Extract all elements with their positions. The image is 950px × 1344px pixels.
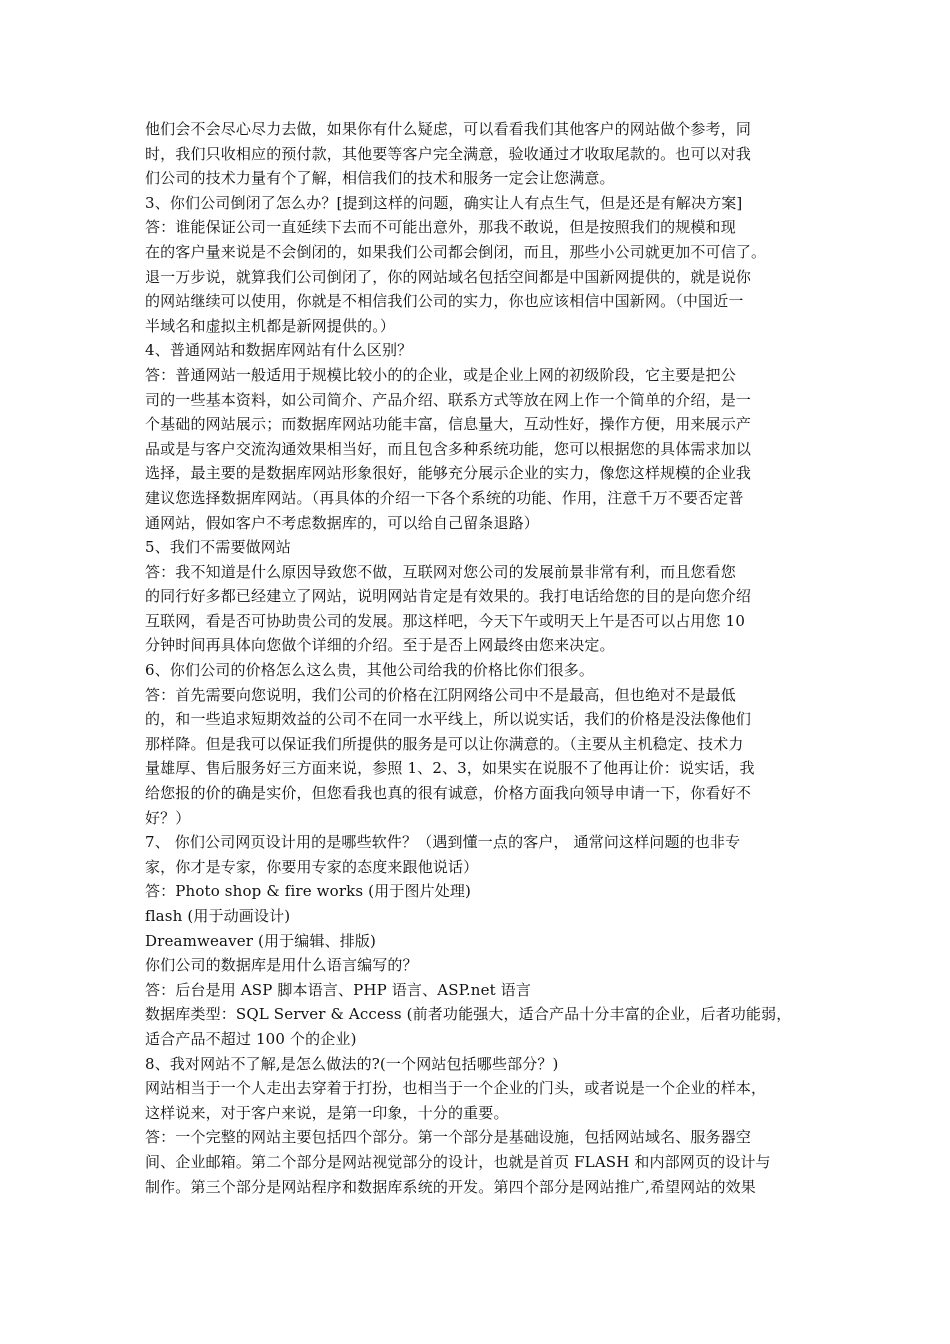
question-7-heading: 7、 你们公司网页设计用的是哪些软件？（遇到懂一点的客户， 通常问这样问题的也非专 [145,833,741,852]
question-4-heading: 4、普通网站和数据库网站有什么区别？ [145,341,413,360]
text-line: 分钟时间再具体向您做个详细的介绍。至于是否上网最终由您来决定。 [145,636,615,655]
text-line: 答：Photo shop & fire works (用于图片处理) [145,882,472,901]
text-line: 们公司的技术力量有个了解，相信我们的技术和服务一定会让您满意。 [145,169,615,188]
text-line: 家，你才是专家，你要用专家的态度来跟他说话） [145,857,479,876]
text-line: 他们会不会尽心尽力去做，如果你有什么疑虑，可以看看我们其他客户的网站做个参考，同 [145,120,752,138]
text-line: 给您报的价的确是实价，但您看我也真的很有诚意，价格方面我向领导申请一下，你看好不 [145,784,752,803]
question-5-heading: 5、我们不需要做网站 [145,538,292,557]
text-line: 个基础的网站展示；而数据库网站功能丰富，信息量大，互动性好，操作方便，用来展示产 [145,415,752,434]
text-line: 互联网，看是否可协助贵公司的发展。那这样吧，今天下午或明天上午是否可以占用您 10 [145,611,746,630]
text-line: 答：普通网站一般适用于规模比较小的的企业，或是企业上网的初级阶段，它主要是把公 [145,365,736,384]
text-line: 制作。第三个部分是网站程序和数据库系统的开发。第四个部分是网站推广,希望网站的效果 [145,1177,756,1196]
text-line: 间、企业邮箱。第二个部分是网站视觉部分的设计，也就是首页 FLASH 和内部网页的设计与 [145,1152,771,1171]
text-line: 数据库类型：SQL Server & Access (前者功能强大，适合产品十分丰富的企业，后者功能弱， [145,1005,792,1024]
text-line: 的网站继续可以使用，你就是不相信我们公司的实力，你也应该相信中国新网。（中国近一 [145,292,744,311]
text-line: 品或是与客户交流沟通效果相当好，而且包含多种系统功能，您可以根据您的具体需求加以 [145,439,752,458]
question-3-heading: 3、你们公司倒闭了怎么办？[提到这样的问题，确实让人有点生气，但是还是有解决方案] [145,193,743,212]
text-line: 答：首先需要向您说明，我们公司的价格在江阴网络公司中不是最高，但也绝对不是最低 [145,685,736,704]
text-line: 的，和一些追求短期效益的公司不在同一水平线上，所以说实话，我们的价格是没法像他们 [145,710,752,729]
text-line: 司的一些基本资料，如公司简介、产品介绍、联系方式等放在网上作一个简单的介绍，是一 [145,390,752,409]
text-line: 网站相当于一个人走出去穿着于打扮，也相当于一个企业的门头，或者说是一个企业的样本， [145,1079,767,1098]
text-line: 时，我们只收相应的预付款，其他要等客户完全满意，验收通过才收取尾款的。也可以对我 [145,144,752,163]
text-line: Dreamweaver (用于编辑、排版) [145,931,377,950]
text-line: 答：谁能保证公司一直延续下去而不可能出意外，那我不敢说，但是按照我们的规模和现 [145,218,736,237]
text-line: 半域名和虚拟主机都是新网提供的。） [145,316,396,335]
text-line: 的同行好多都已经建立了网站，说明网站肯定是有效果的。我打电话给您的目的是向您介绍 [145,587,752,606]
text-line: 这样说来，对于客户来说，是第一印象，十分的重要。 [145,1103,509,1122]
text-line: 你们公司的数据库是用什么语言编写的？ [145,956,418,975]
text-line: 答：我不知道是什么原因导致您不做，互联网对您公司的发展前景非常有利，而且您看您 [145,562,736,581]
question-6-heading: 6、你们公司的价格怎么这么贵，其他公司给我的价格比你们很多。 [145,661,595,680]
text-line: 通网站，假如客户不考虑数据库的，可以给自己留条退路） [145,513,539,532]
text-line: 选择，最主要的是数据库网站形象很好，能够充分展示企业的实力，像您这样规模的企业我 [145,464,752,483]
text-line: flash (用于动画设计) [145,907,291,925]
text-line: 量雄厚、售后服务好三方面来说，参照 1、2、3，如果实在说服不了他再让价：说实话，我 [145,759,755,778]
question-8-heading: 8、我对网站不了解,是怎么做法的?(一个网站包括哪些部分？) [145,1054,559,1073]
text-line: 建议您选择数据库网站。（再具体的介绍一下各个系统的功能、作用，注意千万不要否定普 [145,488,744,507]
text-line: 适合产品不超过 100 个的企业) [145,1029,357,1048]
text-line: 答：一个完整的网站主要包括四个部分。第一个部分是基础设施，包括网站域名、服务器空 [145,1128,752,1147]
text-line: 好？） [145,808,191,827]
text-line: 答：后台是用 ASP 脚本语言、PHP 语言、ASP.net 语言 [145,980,531,999]
text-line: 那样降。但是我可以保证我们所提供的服务是可以让你满意的。（主要从主机稳定、技术力 [145,734,744,753]
text-line: 在的客户量来说是不会倒闭的，如果我们公司都会倒闭，而且，那些小公司就更加不可信了。 [145,242,767,261]
document-body [145,117,815,1199]
text-line: 退一万步说，就算我们公司倒闭了，你的网站域名包括空间都是中国新网提供的，就是说你 [145,267,752,286]
